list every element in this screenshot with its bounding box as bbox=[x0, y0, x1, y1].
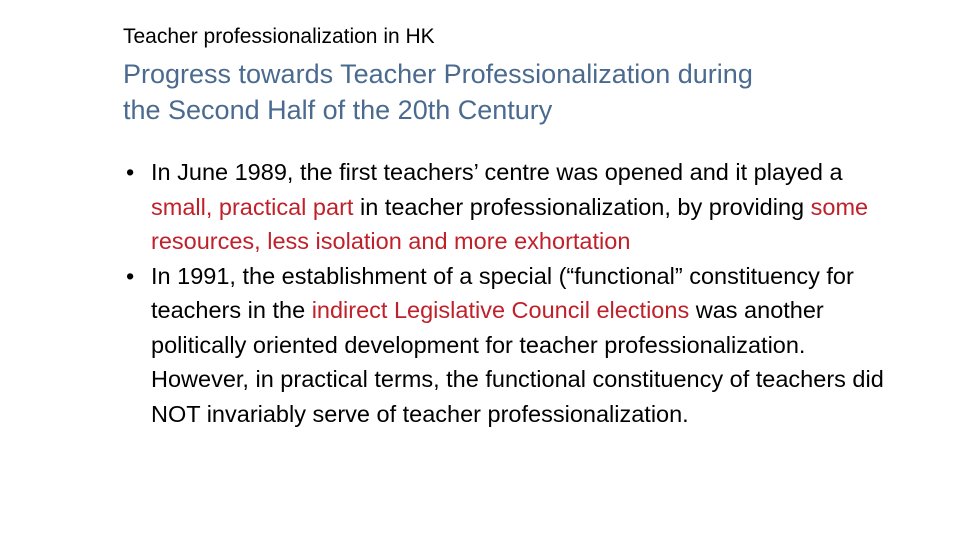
bullet-text-segment: was another politically oriented development for teacher professionalization. However, in practical terms, the functional constituency of teachers did NOT invariably serve of teacher professionalization. bbox=[151, 297, 884, 427]
title-line-2: the Second Half of the 20th Century bbox=[123, 95, 553, 125]
bullet-text-segment: In 1991, the establishment of a special (“functional” constituency for teachers in the bbox=[151, 262, 854, 323]
bullet-item bbox=[126, 259, 906, 432]
bullet-text-segment: In June 1989, the first teachers’ centre was opened and it played a bbox=[151, 159, 843, 185]
title-line-1: Progress towards Teacher Professionalization during bbox=[123, 59, 753, 89]
bullet-marker: • bbox=[126, 159, 135, 185]
bullet-marker: • bbox=[126, 262, 135, 289]
highlighted-text: some resources, less isolation and more exhortation bbox=[151, 193, 869, 254]
highlighted-text: small, practical part bbox=[151, 193, 354, 220]
bullet-text-segment: in teacher professionalization, by providing bbox=[353, 193, 811, 220]
bullet-list bbox=[126, 155, 906, 431]
highlighted-text: indirect Legislative Council elections bbox=[311, 297, 690, 323]
slide-title bbox=[123, 56, 923, 128]
slide-subtitle: Teacher professionalization in HK bbox=[123, 25, 435, 48]
bullet-item bbox=[126, 155, 906, 259]
